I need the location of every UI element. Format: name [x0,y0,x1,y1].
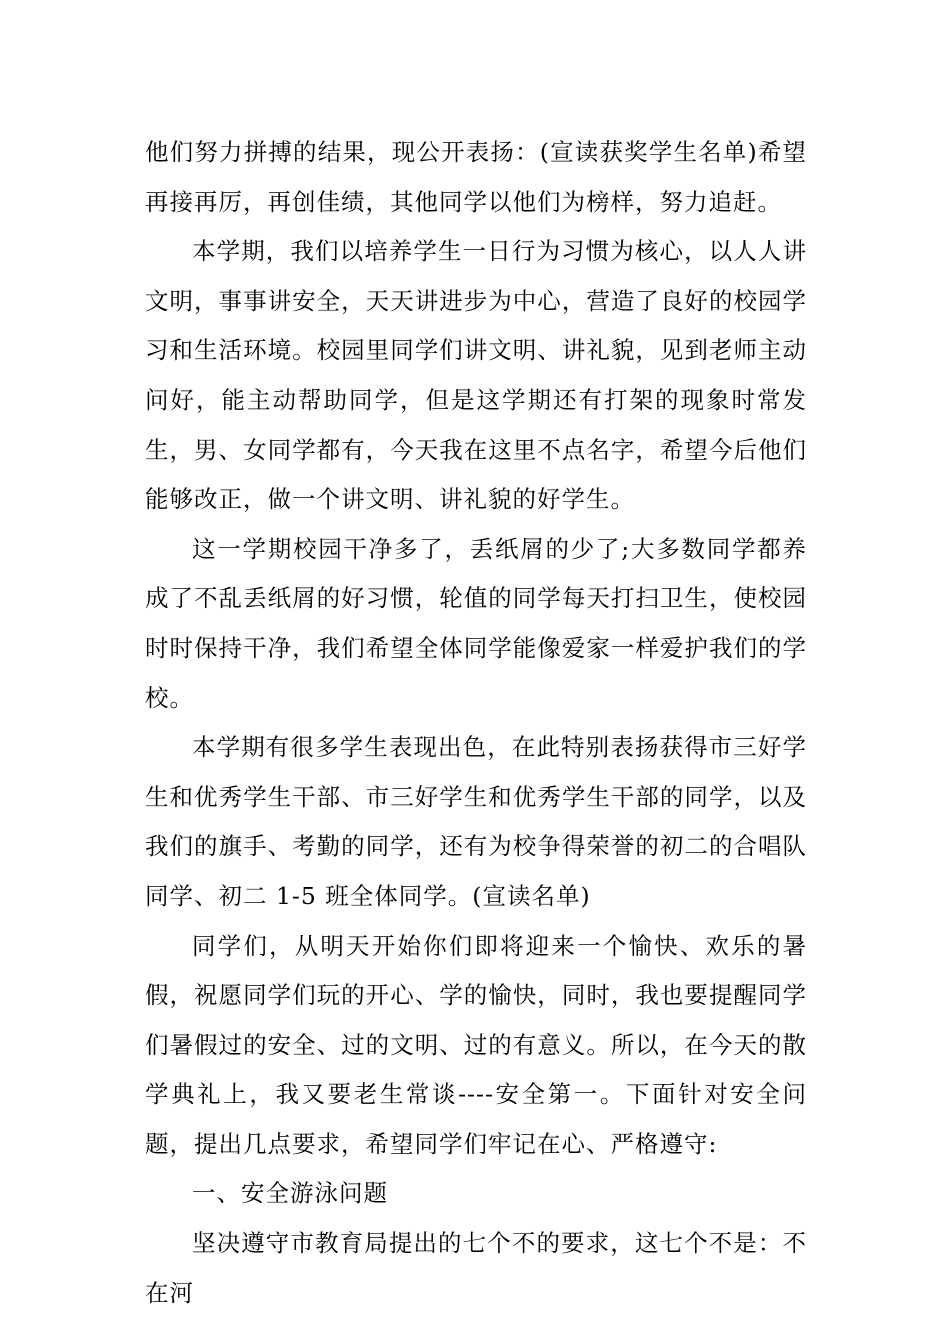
paragraph-seven-rules: 坚决遵守市教育局提出的七个不的要求，这七个不是：不在河 [145,1229,807,1307]
paragraph-summer-safety: 同学们，从明天开始你们即将迎来一个愉快、欢乐的暑假，祝愿同学们玩的开心、学的愉快，同时，我也要提醒同学们暑假过的安全、过的文明、过的有意义。所以，在今天的散学典礼上，我又要老生常谈----安全第一。下面针对安全问题，提出几点要求，希望同学们牢记在心、严格遵守: [145,931,807,1158]
section-heading-swimming-safety: 一、安全游泳问题 [192,1179,388,1208]
paragraph-commendation: 他们努力拼搏的结果，现公开表扬：(宣读获奖学生名单)希望再接再厉，再创佳绩，其他同学以他们为榜样，努力追赶。 [145,138,807,216]
paragraph-behavior-habits: 本学期，我们以培养学生一日行为习惯为核心，以人人讲文明，事事讲安全，天天讲进步为中心，营造了良好的校园学习和生活环境。校园里同学们讲文明、讲礼貌，见到老师主动问好，能主动帮助同学，但是这学期还有打架的现象时常发生，男、女同学都有，今天我在这里不点名字，希望今后他们能够改正，做一个讲文明、讲礼貌的好学生。 [145,237,807,514]
paragraph-clean-campus: 这一学期校园干净多了，丢纸屑的少了;大多数同学都养成了不乱丢纸屑的好习惯，轮值的同学每天打扫卫生，使校园时时保持干净，我们希望全体同学能像爱家一样爱护我们的学校。 [145,534,807,712]
document-body [145,128,807,1318]
paragraph-outstanding-students: 本学期有很多学生表现出色，在此特别表扬获得市三好学生和优秀学生干部、市三好学生和优秀学生干部的同学，以及我们的旗手、考勤的同学，还有为校争得荣誉的初二的合唱队同学、初二 1-5 班全体同学。(宣读名单) [145,733,807,910]
